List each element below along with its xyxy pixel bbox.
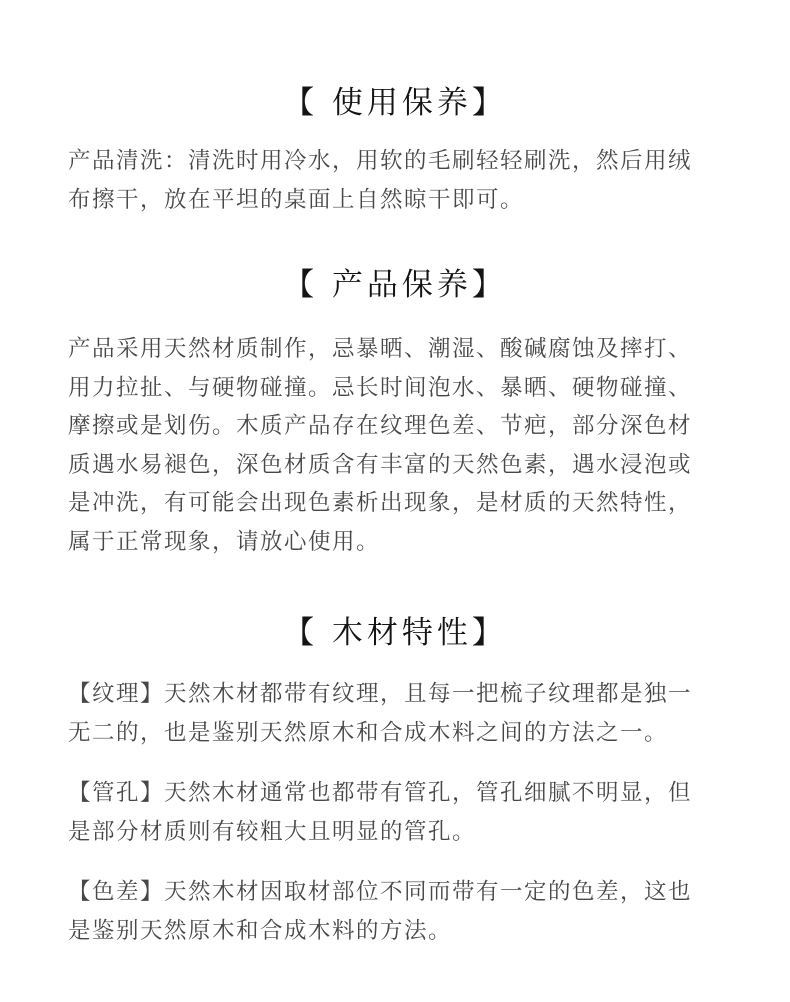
paragraph-pores — [68, 774, 728, 851]
text-line: 【色差】天然木材因取材部位不同而带有一定的色差，这也 — [68, 879, 693, 905]
text-line: 【纹理】天然木材都带有纹理，且每一把梳子纹理都是独一 — [68, 681, 693, 707]
text-line: 【管孔】天然木材通常也都带有管孔，管孔细腻不明显，但 — [68, 780, 693, 806]
text-line: 用力拉扯、与硬物碰撞。忌长时间泡水、暴晒、硬物碰撞、 — [68, 374, 693, 401]
text-line: 是鉴别天然原木和合成木料的方法。 — [68, 917, 453, 944]
section-title-wood-properties: 【 木材特性】 — [283, 615, 507, 651]
section-title-product-care: 【 产品保养】 — [283, 267, 507, 303]
text-line: 布擦干，放在平坦的桌面上自然晾干即可。 — [68, 186, 525, 213]
section-title-usage-care: 【 使用保养】 — [283, 85, 507, 121]
text-line: 摩擦或是划伤。木质产品存在纹理色差、节疤，部分深色材 — [68, 413, 693, 439]
text-line: 产品采用天然材质制作，忌暴晒、潮湿、酸碱腐蚀及摔打、 — [68, 336, 693, 362]
paragraph-product-care — [68, 330, 728, 561]
paragraph-grain — [68, 675, 728, 752]
paragraph-color-difference — [68, 873, 728, 950]
text-line: 属于正常现象，请放心使用。 — [68, 528, 381, 555]
text-line: 质遇水易褪色，深色材质含有丰富的天然色素，遇水浸泡或 — [68, 451, 693, 478]
text-line: 是冲洗，有可能会出现色素析出现象，是材质的天然特性， — [68, 490, 693, 516]
text-line: 无二的，也是鉴别天然原木和合成木料之间的方法之一。 — [68, 719, 669, 746]
text-line: 是部分材质则有较粗大且明显的管孔。 — [68, 818, 477, 845]
paragraph-cleaning — [68, 142, 728, 219]
text-line: 产品清洗：清洗时用冷水，用软的毛刷轻轻刷洗，然后用绒 — [68, 148, 693, 174]
